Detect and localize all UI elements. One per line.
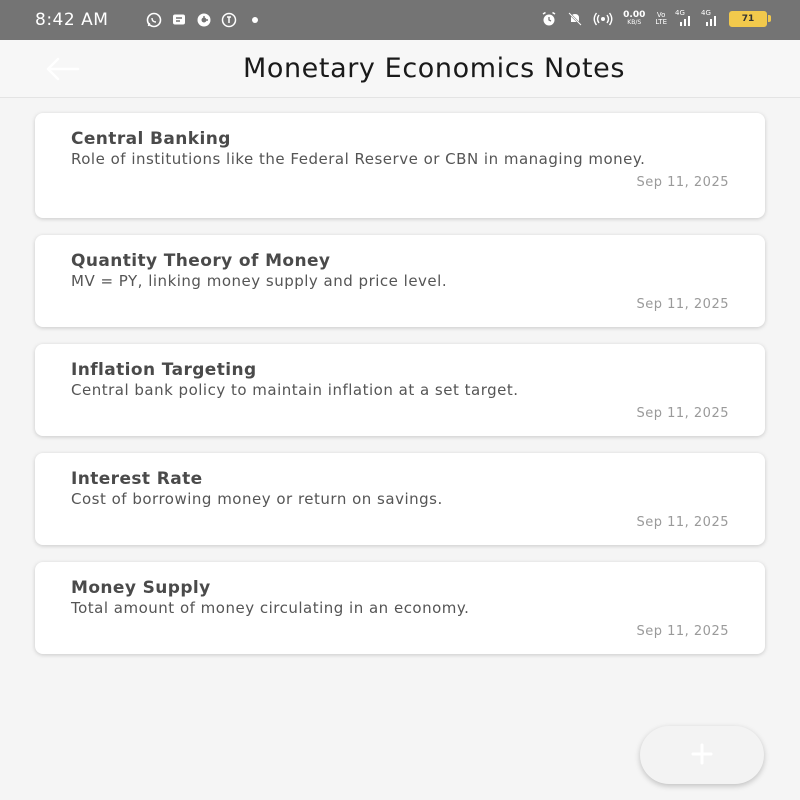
app-bar (0, 40, 800, 98)
note-title: Inflation Targeting (71, 360, 257, 380)
hotspot-icon (593, 11, 613, 27)
add-note-button[interactable] (640, 726, 764, 784)
network-speed-unit: KB/S (627, 19, 642, 26)
location-app-icon (221, 12, 237, 28)
volte-bottom: LTE (655, 18, 667, 26)
whatsapp-icon (146, 12, 162, 28)
note-description: Cost of borrowing money or return on savings. (71, 490, 443, 508)
note-description: MV = PY, linking money supply and price level. (71, 272, 448, 290)
note-date: Sep 11, 2025 (636, 297, 729, 312)
note-card[interactable] (35, 113, 765, 218)
sim1-network-label: 4G (675, 9, 685, 17)
note-description: Total amount of money circulating in an economy. (71, 599, 470, 617)
plus-icon (687, 739, 717, 769)
status-bar (0, 0, 800, 40)
alarm-icon (541, 11, 557, 27)
status-time: 8:42 AM (35, 10, 109, 30)
note-description: Central bank policy to maintain inflation at a set target. (71, 381, 519, 399)
network-speed-value: 0.00 (623, 10, 646, 20)
note-card[interactable] (35, 453, 765, 545)
note-date: Sep 11, 2025 (636, 515, 729, 530)
note-title: Central Banking (71, 129, 231, 149)
note-card[interactable] (35, 344, 765, 436)
sim1-signal (675, 9, 693, 26)
note-description: Role of institutions like the Federal Reserve or CBN in managing money. (71, 150, 646, 168)
note-date: Sep 11, 2025 (636, 624, 729, 639)
chat-icon (171, 12, 187, 28)
note-title: Money Supply (71, 578, 211, 598)
status-system-icons (541, 11, 767, 27)
note-title: Interest Rate (71, 469, 203, 489)
network-speed (623, 11, 645, 27)
mute-icon (567, 11, 583, 27)
sim2-signal (701, 9, 719, 26)
page-title: Monetary Economics Notes (242, 53, 626, 84)
settings-app-icon (196, 12, 212, 28)
note-date: Sep 11, 2025 (636, 406, 729, 421)
note-card[interactable] (35, 235, 765, 327)
battery-level: 71 (741, 14, 755, 24)
battery-icon (729, 11, 767, 27)
more-notifications-dot (252, 17, 258, 23)
note-date: Sep 11, 2025 (636, 175, 729, 190)
volte-top: Vo (656, 11, 666, 19)
volte-indicator (655, 12, 667, 26)
note-title: Quantity Theory of Money (71, 251, 331, 271)
notes-list (35, 113, 765, 671)
status-notification-icons (146, 12, 258, 28)
note-card[interactable] (35, 562, 765, 654)
sim2-network-label: 4G (701, 9, 711, 17)
